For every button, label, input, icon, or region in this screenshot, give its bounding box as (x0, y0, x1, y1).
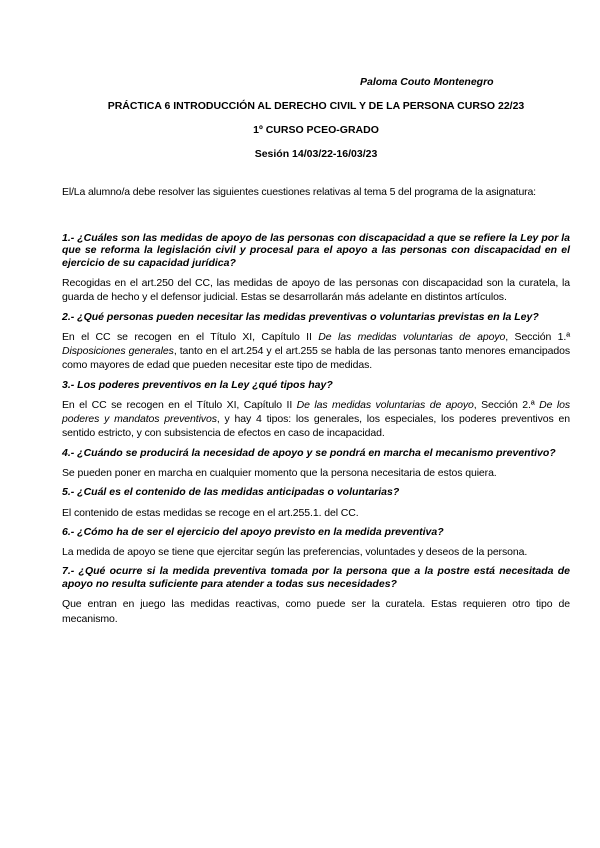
question-7: 7.- ¿Qué ocurre si la medida preventiva tomada por la persona que a la postre está necesitada de apoyo no resulta suficiente para atender a todas sus necesidades? (62, 565, 570, 590)
answer-3: En el CC se recogen en el Título XI, Capítulo II De las medidas voluntarias de apoyo, Sección 2.ª De los poderes y mandatos preventivos, y hay 4 tipos: los generales, los especiales, los poderes preventivos en sentido estricto, y con subsistencia de efectos en caso de incapacidad. (62, 399, 570, 440)
answer-2: En el CC se recogen en el Título XI, Capítulo II De las medidas voluntarias de apoyo, Sección 1.ª Disposiciones generales, tanto en el art.254 y el art.255 se habla de las personas tanto menores emancipados como mayores de edad que pueden necesitar este tipo de medidas. (62, 331, 571, 372)
question-3: 3.- Los poderes preventivos en la Ley ¿qué tipos hay? (62, 378, 333, 391)
question-5: 5.- ¿Cuál es el contenido de las medidas anticipadas o voluntarias? (62, 486, 400, 499)
questions-list (62, 232, 570, 632)
answer-7: Que entran en juego las medidas reactivas, como puede ser la curatela. Estas requieren otro tipo de mecanismo. (62, 598, 570, 625)
document-page (62, 0, 570, 848)
question-6: 6.- ¿Cómo ha de ser el ejercicio del apoyo previsto en la medida preventiva? (62, 525, 444, 538)
question-4: 4.- ¿Cuándo se producirá la necesidad de apoyo y se pondrá en marcha el mecanismo preventivo? (62, 446, 556, 459)
answer-1: Recogidas en el art.250 del CC, las medidas de apoyo de las personas con discapacidad son la curatela, la guarda de hecho y el defensor judicial. Estas se desarrollarán más adelante en distintos artículos. (62, 277, 570, 304)
answer-6: La medida de apoyo se tiene que ejercitar según las preferencias, voluntades y deseos de la persona. (62, 546, 528, 559)
session-dates: Sesión 14/03/22-16/03/23 (254, 148, 378, 160)
document-title: PRÁCTICA 6 INTRODUCCIÓN AL DERECHO CIVIL Y DE LA PERSONA CURSO 22/23 (107, 100, 525, 112)
question-1: 1.- ¿Cuáles son las medidas de apoyo de las personas con discapacidad a que se refiere la Ley por la que se reforma la legislación civil y procesal para el apoyo a las personas con discapacidad en el ejercicio de su capacidad jurídica? (62, 232, 570, 269)
question-2: 2.- ¿Qué personas pueden necesitar las medidas preventivas o voluntarias previstas en la Ley? (62, 310, 539, 323)
course-label: 1º CURSO PCEO-GRADO (253, 124, 379, 136)
intro-text: El/La alumno/a debe resolver las siguientes cuestiones relativas al tema 5 del programa de la asignatura: (62, 186, 536, 198)
author-name: Paloma Couto Montenegro (360, 76, 494, 88)
answer-4: Se pueden poner en marcha en cualquier momento que la persona necesitaria de estos quiera. (62, 467, 497, 480)
answer-5: El contenido de estas medidas se recoge en el art.255.1. del CC. (62, 506, 359, 519)
